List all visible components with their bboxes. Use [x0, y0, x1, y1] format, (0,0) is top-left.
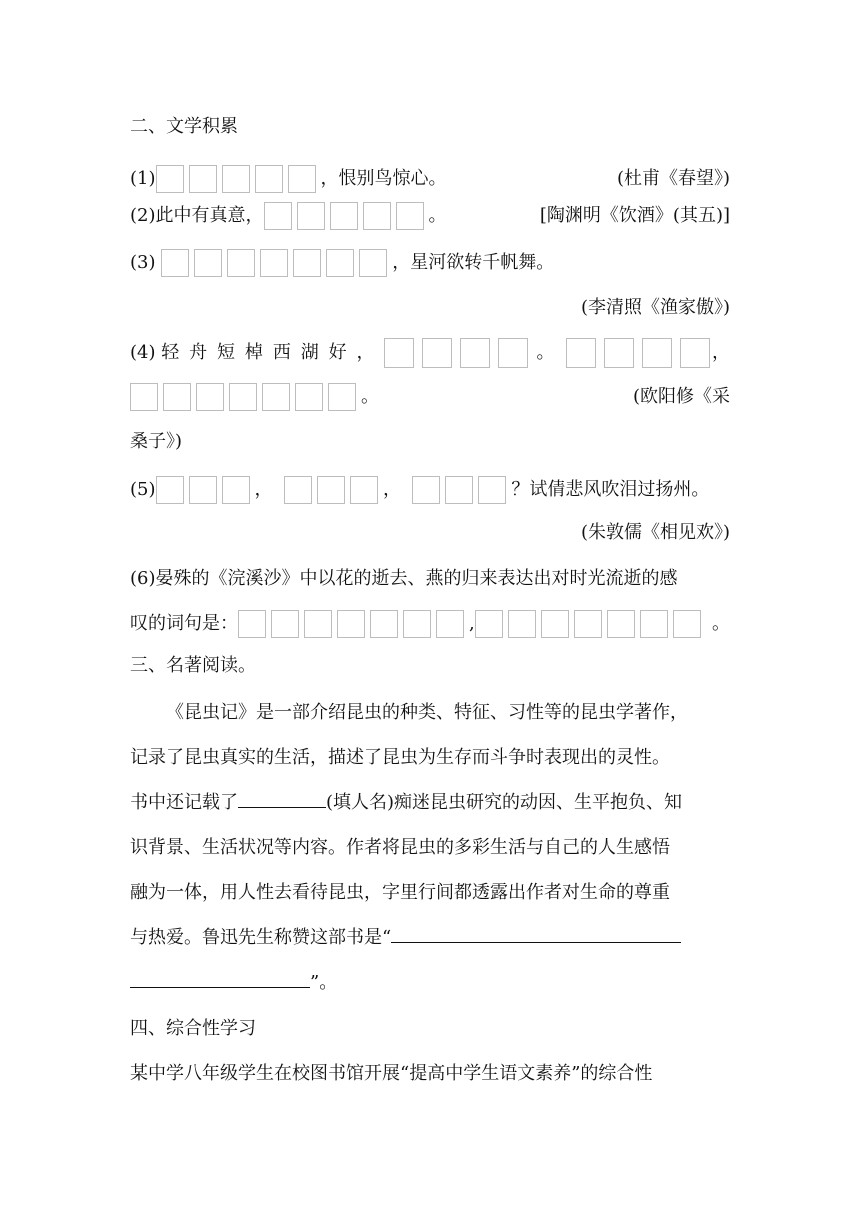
answer-box[interactable]: [304, 610, 332, 638]
answer-box[interactable]: [436, 610, 464, 638]
answer-box[interactable]: [359, 249, 387, 277]
question-4-cont: [130, 381, 730, 413]
sec3-paragraph-line-5: 融为一体，用人性去看待昆虫，字里行间都透露出作者对生命的尊重: [130, 882, 670, 903]
answer-box[interactable]: [297, 202, 325, 230]
sec3-paragraph-line-7: [130, 967, 730, 999]
q4-source-2: 桑子》): [130, 431, 183, 452]
answer-box[interactable]: [460, 338, 490, 368]
q2-answer-boxes[interactable]: [264, 200, 429, 232]
q5-source-line: [130, 517, 730, 549]
answer-box[interactable]: [642, 338, 672, 368]
answer-box[interactable]: [640, 610, 668, 638]
q4-answer-boxes-a[interactable]: [384, 337, 536, 369]
answer-box[interactable]: [445, 476, 473, 504]
answer-box[interactable]: [271, 610, 299, 638]
question-6-line-1: (6)晏殊的《浣溪沙》中以花的逝去、燕的归来表达出对时光流逝的感: [130, 568, 678, 589]
q4-pre: 轻舟短棹西湖好，: [161, 342, 385, 363]
answer-box[interactable]: [264, 202, 292, 230]
answer-box[interactable]: [196, 383, 224, 411]
q6-end: 。: [712, 613, 730, 634]
answer-box[interactable]: [227, 249, 255, 277]
question-1: [130, 163, 730, 195]
q3-number: (3): [130, 252, 156, 273]
q6-pre: 叹的词句是：: [130, 613, 238, 634]
quote-blank-2[interactable]: [130, 967, 310, 988]
q3-source: (李清照《渔家傲》): [580, 297, 730, 318]
answer-box[interactable]: [337, 610, 365, 638]
question-2: [130, 200, 730, 232]
answer-box[interactable]: [194, 249, 222, 277]
q4-number: (4): [130, 342, 156, 363]
section-2-heading: 二、文学积累: [130, 116, 238, 137]
q5-comma-1: ，: [254, 479, 273, 500]
answer-box[interactable]: [607, 610, 635, 638]
question-6-line-2: [130, 608, 730, 640]
sec3-p7-text: ”。: [310, 972, 338, 993]
answer-box[interactable]: [229, 383, 257, 411]
answer-box[interactable]: [288, 165, 316, 193]
answer-box[interactable]: [255, 165, 283, 193]
answer-box[interactable]: [130, 383, 158, 411]
q5-answer-boxes-a[interactable]: [156, 474, 255, 506]
q3-source-line: [130, 292, 730, 324]
answer-box[interactable]: [238, 610, 266, 638]
answer-box[interactable]: [566, 338, 596, 368]
q5-answer-boxes-b[interactable]: [284, 474, 383, 506]
answer-box[interactable]: [326, 249, 354, 277]
q6-answer-boxes-a[interactable]: [238, 608, 469, 640]
answer-box[interactable]: [222, 165, 250, 193]
answer-box[interactable]: [189, 165, 217, 193]
answer-box[interactable]: [680, 338, 710, 368]
answer-box[interactable]: [262, 383, 290, 411]
section-3-heading: 三、名著阅读。: [130, 655, 256, 676]
sec4-paragraph-line-1: 某中学八年级学生在校图书馆开展“提高中学生语文素养”的综合性: [130, 1063, 653, 1084]
answer-box[interactable]: [403, 610, 431, 638]
sec3-paragraph-line-2: 记录了昆虫真实的生活，描述了昆虫为生存而斗争时表现出的灵性。: [130, 747, 670, 768]
q3-answer-boxes[interactable]: [161, 247, 392, 279]
q2-post: 。: [428, 205, 447, 226]
q4-source-1: (欧阳修《采: [632, 386, 730, 407]
q1-text: ，恨别鸟惊心。: [320, 168, 447, 189]
answer-box[interactable]: [673, 610, 701, 638]
section-4-heading: 四、综合性学习: [130, 1018, 256, 1039]
sec3-paragraph-line-1: 《昆虫记》是一部介绍昆虫的种类、特征、习性等的昆虫学著作，: [166, 702, 688, 723]
question-4: [130, 337, 730, 369]
answer-box[interactable]: [328, 383, 356, 411]
q5-answer-boxes-c[interactable]: [412, 474, 511, 506]
answer-box[interactable]: [384, 338, 414, 368]
answer-box[interactable]: [156, 476, 184, 504]
answer-box[interactable]: [163, 383, 191, 411]
author-name-blank[interactable]: [238, 787, 326, 808]
quote-blank-1[interactable]: [391, 922, 681, 943]
sec3-paragraph-line-3: [130, 787, 730, 819]
q6-comma: ,: [469, 613, 475, 634]
answer-box[interactable]: [478, 476, 506, 504]
q4-mid: 。: [536, 342, 555, 363]
q5-text: ？试倩悲风吹泪过扬州。: [511, 479, 710, 500]
answer-box[interactable]: [604, 338, 634, 368]
answer-box[interactable]: [350, 476, 378, 504]
q2-number: (2): [130, 205, 156, 226]
answer-box[interactable]: [156, 165, 184, 193]
sec3-p3-pre: 书中还记载了: [130, 792, 238, 813]
answer-box[interactable]: [498, 338, 528, 368]
answer-box[interactable]: [260, 249, 288, 277]
q5-source: (朱敦儒《相见欢》): [580, 522, 730, 543]
answer-box[interactable]: [317, 476, 345, 504]
sec3-p3-post: (填人名)痴迷昆虫研究的动因、生平抱负、知: [326, 792, 683, 813]
q4-answer-boxes-b[interactable]: [566, 337, 718, 369]
q1-source: (杜甫《春望》): [616, 168, 730, 189]
answer-box[interactable]: [295, 383, 323, 411]
answer-box[interactable]: [293, 249, 321, 277]
answer-box[interactable]: [541, 610, 569, 638]
q1-number: (1): [130, 168, 156, 189]
answer-box[interactable]: [370, 610, 398, 638]
answer-box[interactable]: [574, 610, 602, 638]
answer-box[interactable]: [475, 610, 503, 638]
answer-box[interactable]: [508, 610, 536, 638]
q5-comma-2: ，: [382, 479, 401, 500]
answer-box[interactable]: [422, 338, 452, 368]
answer-box[interactable]: [330, 202, 358, 230]
sec3-paragraph-line-6: [130, 922, 730, 954]
question-3: [130, 247, 730, 279]
sec3-p6-text: 与热爱。鲁迅先生称赞这部书是“: [130, 927, 392, 948]
q4-answer-boxes-c[interactable]: [130, 381, 361, 413]
answer-box[interactable]: [412, 476, 440, 504]
q6-answer-boxes-b[interactable]: [475, 608, 706, 640]
sec3-paragraph-line-4: 识背景、生活状况等内容。作者将昆虫的多彩生活与自己的人生感悟: [130, 837, 670, 858]
q5-number: (5): [130, 479, 156, 500]
answer-box[interactable]: [222, 476, 250, 504]
answer-box[interactable]: [284, 476, 312, 504]
q3-text: ，星河欲转千帆舞。: [392, 252, 555, 273]
q4-end: 。: [361, 386, 379, 407]
q4-comma: ，: [712, 342, 730, 363]
q1-answer-boxes[interactable]: [156, 163, 321, 195]
q2-pre: 此中有真意，: [155, 205, 264, 226]
answer-box[interactable]: [189, 476, 217, 504]
answer-box[interactable]: [363, 202, 391, 230]
question-5: [130, 474, 730, 506]
q2-source: [陶渊明《饮酒》(其五)]: [539, 205, 730, 226]
answer-box[interactable]: [161, 249, 189, 277]
answer-box[interactable]: [396, 202, 424, 230]
